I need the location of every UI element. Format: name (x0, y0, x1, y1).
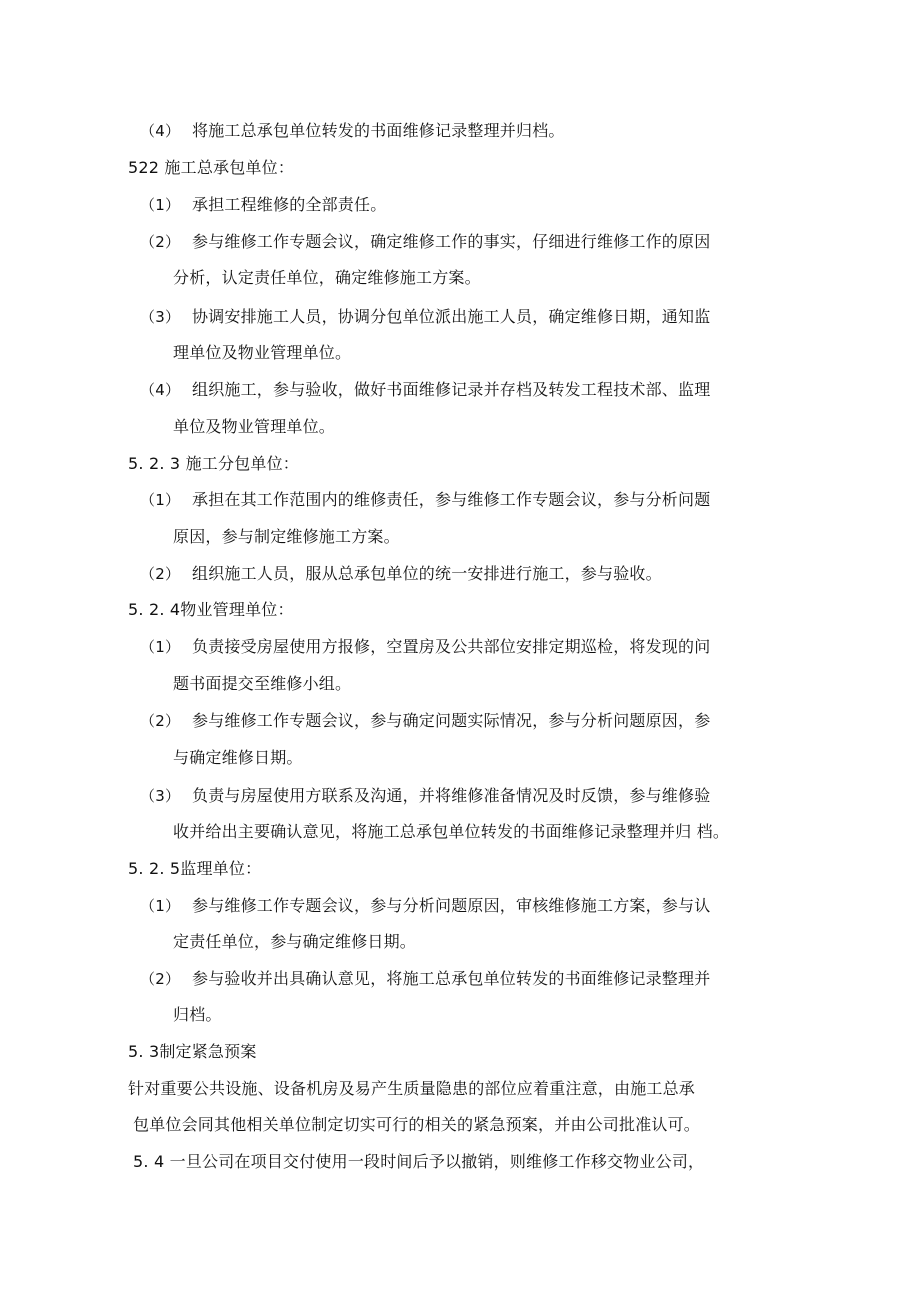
item-text: 组织施工，参与验收，做好书面维修记录并存档及转发工程技术部、监理 (192, 380, 711, 399)
item-number: （1） (140, 491, 181, 509)
item-text: 承担在其工作范围内的维修责任，参与维修工作专题会议，参与分析问题 (192, 490, 711, 509)
section-heading: 5. 2. 3 施工分包单位： (128, 454, 299, 473)
item-text: 负责与房屋使用方联系及沟通，并将维修准备情况及时反馈，参与维修验 (192, 786, 711, 805)
list-item (140, 564, 662, 584)
item-text: 将施工总承包单位转发的书面维修记录整理并归档。 (192, 121, 565, 140)
paragraph-line: 针对重要公共设施、设备机房及易产生质量隐患的部位应着重注意，由施工总承 (128, 1079, 696, 1098)
list-item (140, 490, 710, 510)
list-item (140, 711, 710, 731)
item-number: （2） (140, 970, 181, 988)
item-text: 承担工程维修的全部责任。 (192, 195, 387, 214)
list-item (140, 307, 710, 327)
item-text-continued: 分析，认定责任单位，确定维修施工方案。 (173, 268, 481, 287)
item-text-continued: 原因，参与制定维修施工方案。 (173, 527, 400, 546)
list-item (140, 121, 565, 141)
item-number: （4） (140, 122, 181, 140)
item-text: 协调安排施工人员，协调分包单位派出施工人员，确定维修日期，通知监 (192, 307, 711, 326)
item-number: （2） (140, 233, 181, 251)
item-number: （4） (140, 381, 181, 399)
item-number: （3） (140, 787, 181, 805)
list-item (140, 637, 710, 657)
list-item (140, 896, 710, 916)
item-number: （1） (140, 897, 181, 915)
item-text: 组织施工人员，服从总承包单位的统一安排进行施工，参与验收。 (192, 564, 662, 583)
list-item (140, 232, 710, 252)
item-number: （1） (140, 196, 181, 214)
item-number: （2） (140, 712, 181, 730)
section-heading: 522 施工总承包单位： (128, 158, 295, 177)
item-number: （3） (140, 308, 181, 326)
item-text-continued: 单位及物业管理单位。 (173, 417, 336, 436)
paragraph-line: 包单位会同其他相关单位制定切实可行的相关的紧急预案，并由公司批准认可。 (133, 1115, 701, 1134)
list-item (140, 195, 386, 215)
list-item (140, 786, 710, 806)
item-text: 参与维修工作专题会议，参与确定问题实际情况，参与分析问题原因，参 (192, 711, 711, 730)
section-heading: 5. 2. 5监理单位： (128, 859, 262, 878)
item-text-continued: 归档。 (173, 1005, 222, 1024)
item-text-continued: 定责任单位，参与确定维修日期。 (173, 932, 417, 951)
item-text: 参与维修工作专题会议，参与分析问题原因，审核维修施工方案，参与认 (192, 896, 711, 915)
paragraph-line: 5. 4 一旦公司在项目交付使用一段时间后予以撤销，则维修工作移交物业公司， (133, 1152, 705, 1171)
item-text-continued: 题书面提交至维修小组。 (173, 674, 352, 693)
list-item (140, 380, 710, 400)
item-text: 负责接受房屋使用方报修，空置房及公共部位安排定期巡检，将发现的问 (192, 637, 711, 656)
item-text-continued: 理单位及物业管理单位。 (173, 343, 352, 362)
section-heading: 5. 2. 4物业管理单位： (128, 600, 294, 619)
item-number: （2） (140, 565, 181, 583)
item-text-continued: 与确定维修日期。 (173, 748, 303, 767)
list-item (140, 969, 710, 989)
item-number: （1） (140, 638, 181, 656)
section-heading: 5. 3制定紧急预案 (128, 1042, 257, 1061)
item-text-continued: 收并给出主要确认意见，将施工总承包单位转发的书面维修记录整理并归 档。 (173, 822, 730, 841)
item-text: 参与验收并出具确认意见，将施工总承包单位转发的书面维修记录整理并 (192, 969, 711, 988)
item-text: 参与维修工作专题会议，确定维修工作的事实，仔细进行维修工作的原因 (192, 232, 711, 251)
